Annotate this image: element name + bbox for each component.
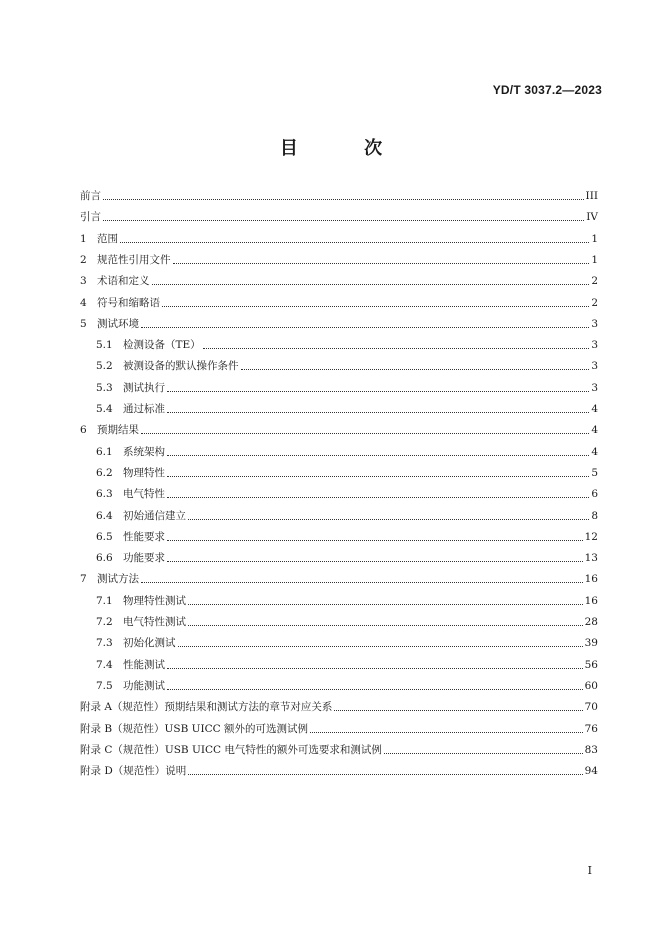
toc-entry[interactable] bbox=[96, 635, 598, 650]
toc-entry-number: 6.5 bbox=[96, 530, 113, 543]
toc-entry[interactable] bbox=[80, 763, 598, 778]
toc-entry-label: 符号和缩略语 bbox=[97, 296, 160, 309]
toc-entry-page: IV bbox=[586, 211, 598, 224]
toc-entry-label: 规范性引用文件 bbox=[97, 253, 171, 266]
toc-entry-label: 测试方法 bbox=[97, 573, 139, 586]
toc-entry-label: 前言 bbox=[80, 190, 101, 202]
toc-entry[interactable] bbox=[80, 742, 598, 757]
toc-entry-number: 7 bbox=[80, 573, 87, 586]
toc-dot-leader bbox=[141, 582, 583, 583]
toc-entry-page: 3 bbox=[591, 360, 598, 373]
toc-entry-page: 8 bbox=[591, 509, 598, 522]
toc-entry[interactable] bbox=[80, 252, 598, 267]
toc-entry-page: 28 bbox=[584, 616, 598, 628]
toc-entry-number: 5.4 bbox=[96, 403, 113, 415]
toc-entry-page: 16 bbox=[584, 573, 598, 586]
toc-entry[interactable] bbox=[96, 508, 598, 523]
toc-dot-leader bbox=[334, 710, 582, 711]
toc-dot-leader bbox=[167, 668, 583, 669]
toc-entry-number: 7.3 bbox=[96, 637, 113, 650]
toc-entry-label: 物理特性测试 bbox=[123, 594, 186, 607]
toc-entry-label: 检测设备（TE） bbox=[123, 339, 201, 352]
toc-entry[interactable] bbox=[80, 188, 598, 203]
toc-entry-page: 76 bbox=[584, 722, 598, 735]
toc-entry-label: 电气特性 bbox=[123, 488, 165, 501]
toc-entry-number: 3 bbox=[80, 275, 87, 288]
toc-entry-page: 12 bbox=[584, 530, 598, 543]
toc-entry-page: 3 bbox=[591, 381, 598, 394]
toc-entry-label: 附录 B（规范性）USB UICC 额外的可选测试例 bbox=[80, 722, 309, 735]
toc-dot-leader bbox=[188, 519, 589, 520]
toc-entry-label: 范围 bbox=[97, 232, 118, 245]
toc-entry-page: 4 bbox=[591, 424, 598, 437]
toc-entry-number: 7.4 bbox=[96, 658, 113, 671]
toc-entry[interactable] bbox=[96, 678, 598, 693]
toc-entry-number: 6 bbox=[80, 424, 87, 437]
toc-entry-label: 测试环境 bbox=[97, 317, 139, 330]
toc-dot-leader bbox=[120, 242, 589, 243]
toc-dot-leader bbox=[167, 391, 589, 392]
toc-dot-leader bbox=[167, 476, 589, 477]
toc-entry[interactable] bbox=[96, 657, 598, 672]
toc-dot-leader bbox=[188, 604, 583, 605]
toc-dot-leader bbox=[310, 732, 583, 733]
toc-entry-label: 初始化测试 bbox=[123, 637, 176, 650]
toc-entry[interactable] bbox=[96, 337, 598, 352]
toc-entry-page: 94 bbox=[584, 765, 598, 778]
toc-entry-label: 性能测试 bbox=[123, 658, 165, 671]
toc-entry-number: 6.6 bbox=[96, 552, 113, 565]
toc-dot-leader bbox=[103, 220, 584, 221]
toc-dot-leader bbox=[203, 348, 590, 349]
toc-entry[interactable] bbox=[80, 231, 598, 246]
toc-entry[interactable] bbox=[96, 529, 598, 544]
toc-entry-page: 83 bbox=[584, 743, 598, 756]
toc-entry-label: 测试执行 bbox=[123, 381, 165, 394]
toc-dot-leader bbox=[167, 540, 583, 541]
toc-entry[interactable] bbox=[80, 422, 598, 437]
toc-entry-number: 7.5 bbox=[96, 679, 113, 692]
toc-dot-leader bbox=[167, 455, 589, 456]
toc-dot-leader bbox=[152, 284, 590, 285]
toc-entry[interactable] bbox=[80, 273, 598, 288]
toc-entry[interactable] bbox=[96, 380, 598, 395]
toc-entry-page: 3 bbox=[591, 339, 598, 352]
toc-dot-leader bbox=[173, 263, 590, 264]
toc-entry-label: 初始通信建立 bbox=[123, 509, 186, 522]
toc-entry-page: 16 bbox=[584, 594, 598, 607]
toc-entry-number: 6.4 bbox=[96, 509, 113, 522]
toc-entry-page: 5 bbox=[591, 466, 598, 479]
toc-entry-number: 5 bbox=[80, 317, 87, 330]
toc-entry-number: 5.1 bbox=[96, 339, 113, 352]
toc-entry-page: 3 bbox=[591, 317, 598, 330]
toc-entry-label: 附录 D（规范性）说明 bbox=[80, 765, 187, 778]
toc-dot-leader bbox=[141, 327, 589, 328]
toc-dot-leader bbox=[167, 497, 589, 498]
toc-entry-page: 2 bbox=[591, 275, 598, 288]
toc-entry[interactable] bbox=[96, 358, 598, 373]
toc-entry-label: 功能要求 bbox=[123, 552, 165, 565]
toc-entry-label: 引言 bbox=[80, 211, 101, 224]
toc-entry-page: III bbox=[585, 190, 598, 202]
toc-entry-page: 56 bbox=[584, 658, 598, 671]
footer-page-number: I bbox=[587, 864, 592, 877]
toc-dot-leader bbox=[384, 753, 583, 754]
toc-entry[interactable] bbox=[80, 209, 598, 224]
toc-entry[interactable] bbox=[96, 550, 598, 565]
toc-entry-label: 系统架构 bbox=[123, 445, 165, 458]
toc-entry-number: 1 bbox=[80, 232, 87, 245]
toc-entry-page: 1 bbox=[591, 232, 598, 245]
toc-entry-label: 附录 C（规范性）USB UICC 电气特性的额外可选要求和测试例 bbox=[80, 743, 382, 756]
toc-entry-label: 物理特性 bbox=[123, 466, 165, 479]
toc-entry-number: 6.3 bbox=[96, 488, 113, 501]
toc-entry[interactable] bbox=[80, 316, 598, 331]
toc-entry-number: 7.2 bbox=[96, 616, 113, 628]
toc-entry[interactable] bbox=[96, 593, 598, 608]
toc-entry-label: 预期结果 bbox=[97, 424, 139, 437]
toc-dot-leader bbox=[241, 369, 590, 370]
toc-entry-label: 电气特性测试 bbox=[123, 616, 186, 628]
toc-entry-label: 性能要求 bbox=[123, 530, 165, 543]
toc-entry-page: 70 bbox=[584, 701, 598, 714]
toc-entry-number: 7.1 bbox=[96, 594, 113, 607]
toc-entry-page: 6 bbox=[591, 488, 598, 501]
toc-entry-number: 6.1 bbox=[96, 445, 113, 458]
toc-entry[interactable] bbox=[96, 444, 598, 459]
toc-entry-label: 通过标准 bbox=[123, 403, 165, 415]
toc-dot-leader bbox=[178, 646, 583, 647]
toc-entry-number: 5.2 bbox=[96, 360, 113, 373]
toc-dot-leader bbox=[141, 433, 589, 434]
toc-entry-page: 39 bbox=[584, 637, 598, 650]
toc-entry-number: 4 bbox=[80, 296, 87, 309]
toc-entry-number: 6.2 bbox=[96, 466, 113, 479]
toc-entry[interactable] bbox=[96, 614, 598, 629]
toc-entry[interactable] bbox=[96, 486, 598, 501]
toc-entry-number: 2 bbox=[80, 253, 87, 266]
toc-title: 目 次 bbox=[279, 138, 413, 159]
toc-dot-leader bbox=[167, 561, 583, 562]
toc-entry-page: 4 bbox=[591, 445, 598, 458]
toc-entry[interactable] bbox=[80, 295, 598, 310]
toc-entry-page: 4 bbox=[591, 403, 598, 415]
toc-dot-leader bbox=[103, 199, 584, 200]
document-code: YD/T 3037.2—2023 bbox=[492, 83, 602, 97]
toc-entry[interactable] bbox=[96, 465, 598, 480]
toc-dot-leader bbox=[188, 774, 582, 775]
toc-entry-page: 60 bbox=[584, 679, 598, 692]
toc-dot-leader bbox=[162, 306, 589, 307]
toc-entry[interactable] bbox=[80, 571, 598, 586]
toc-entry-label: 被测设备的默认操作条件 bbox=[123, 360, 239, 373]
toc-entry-page: 2 bbox=[591, 296, 598, 309]
toc-entry[interactable] bbox=[96, 401, 598, 416]
toc-dot-leader bbox=[167, 689, 583, 690]
toc-entry-label: 附录 A（规范性）预期结果和测试方法的章节对应关系 bbox=[80, 701, 333, 714]
toc-entry[interactable] bbox=[80, 699, 598, 714]
toc-entry-page: 13 bbox=[584, 552, 598, 565]
toc-entry-label: 功能测试 bbox=[123, 679, 165, 692]
toc-entry[interactable] bbox=[80, 721, 598, 736]
toc-entry-number: 5.3 bbox=[96, 381, 113, 394]
toc-entry-page: 1 bbox=[591, 253, 598, 266]
toc-dot-leader bbox=[188, 625, 583, 626]
toc-dot-leader bbox=[167, 412, 589, 413]
toc-entry-label: 术语和定义 bbox=[97, 275, 150, 288]
